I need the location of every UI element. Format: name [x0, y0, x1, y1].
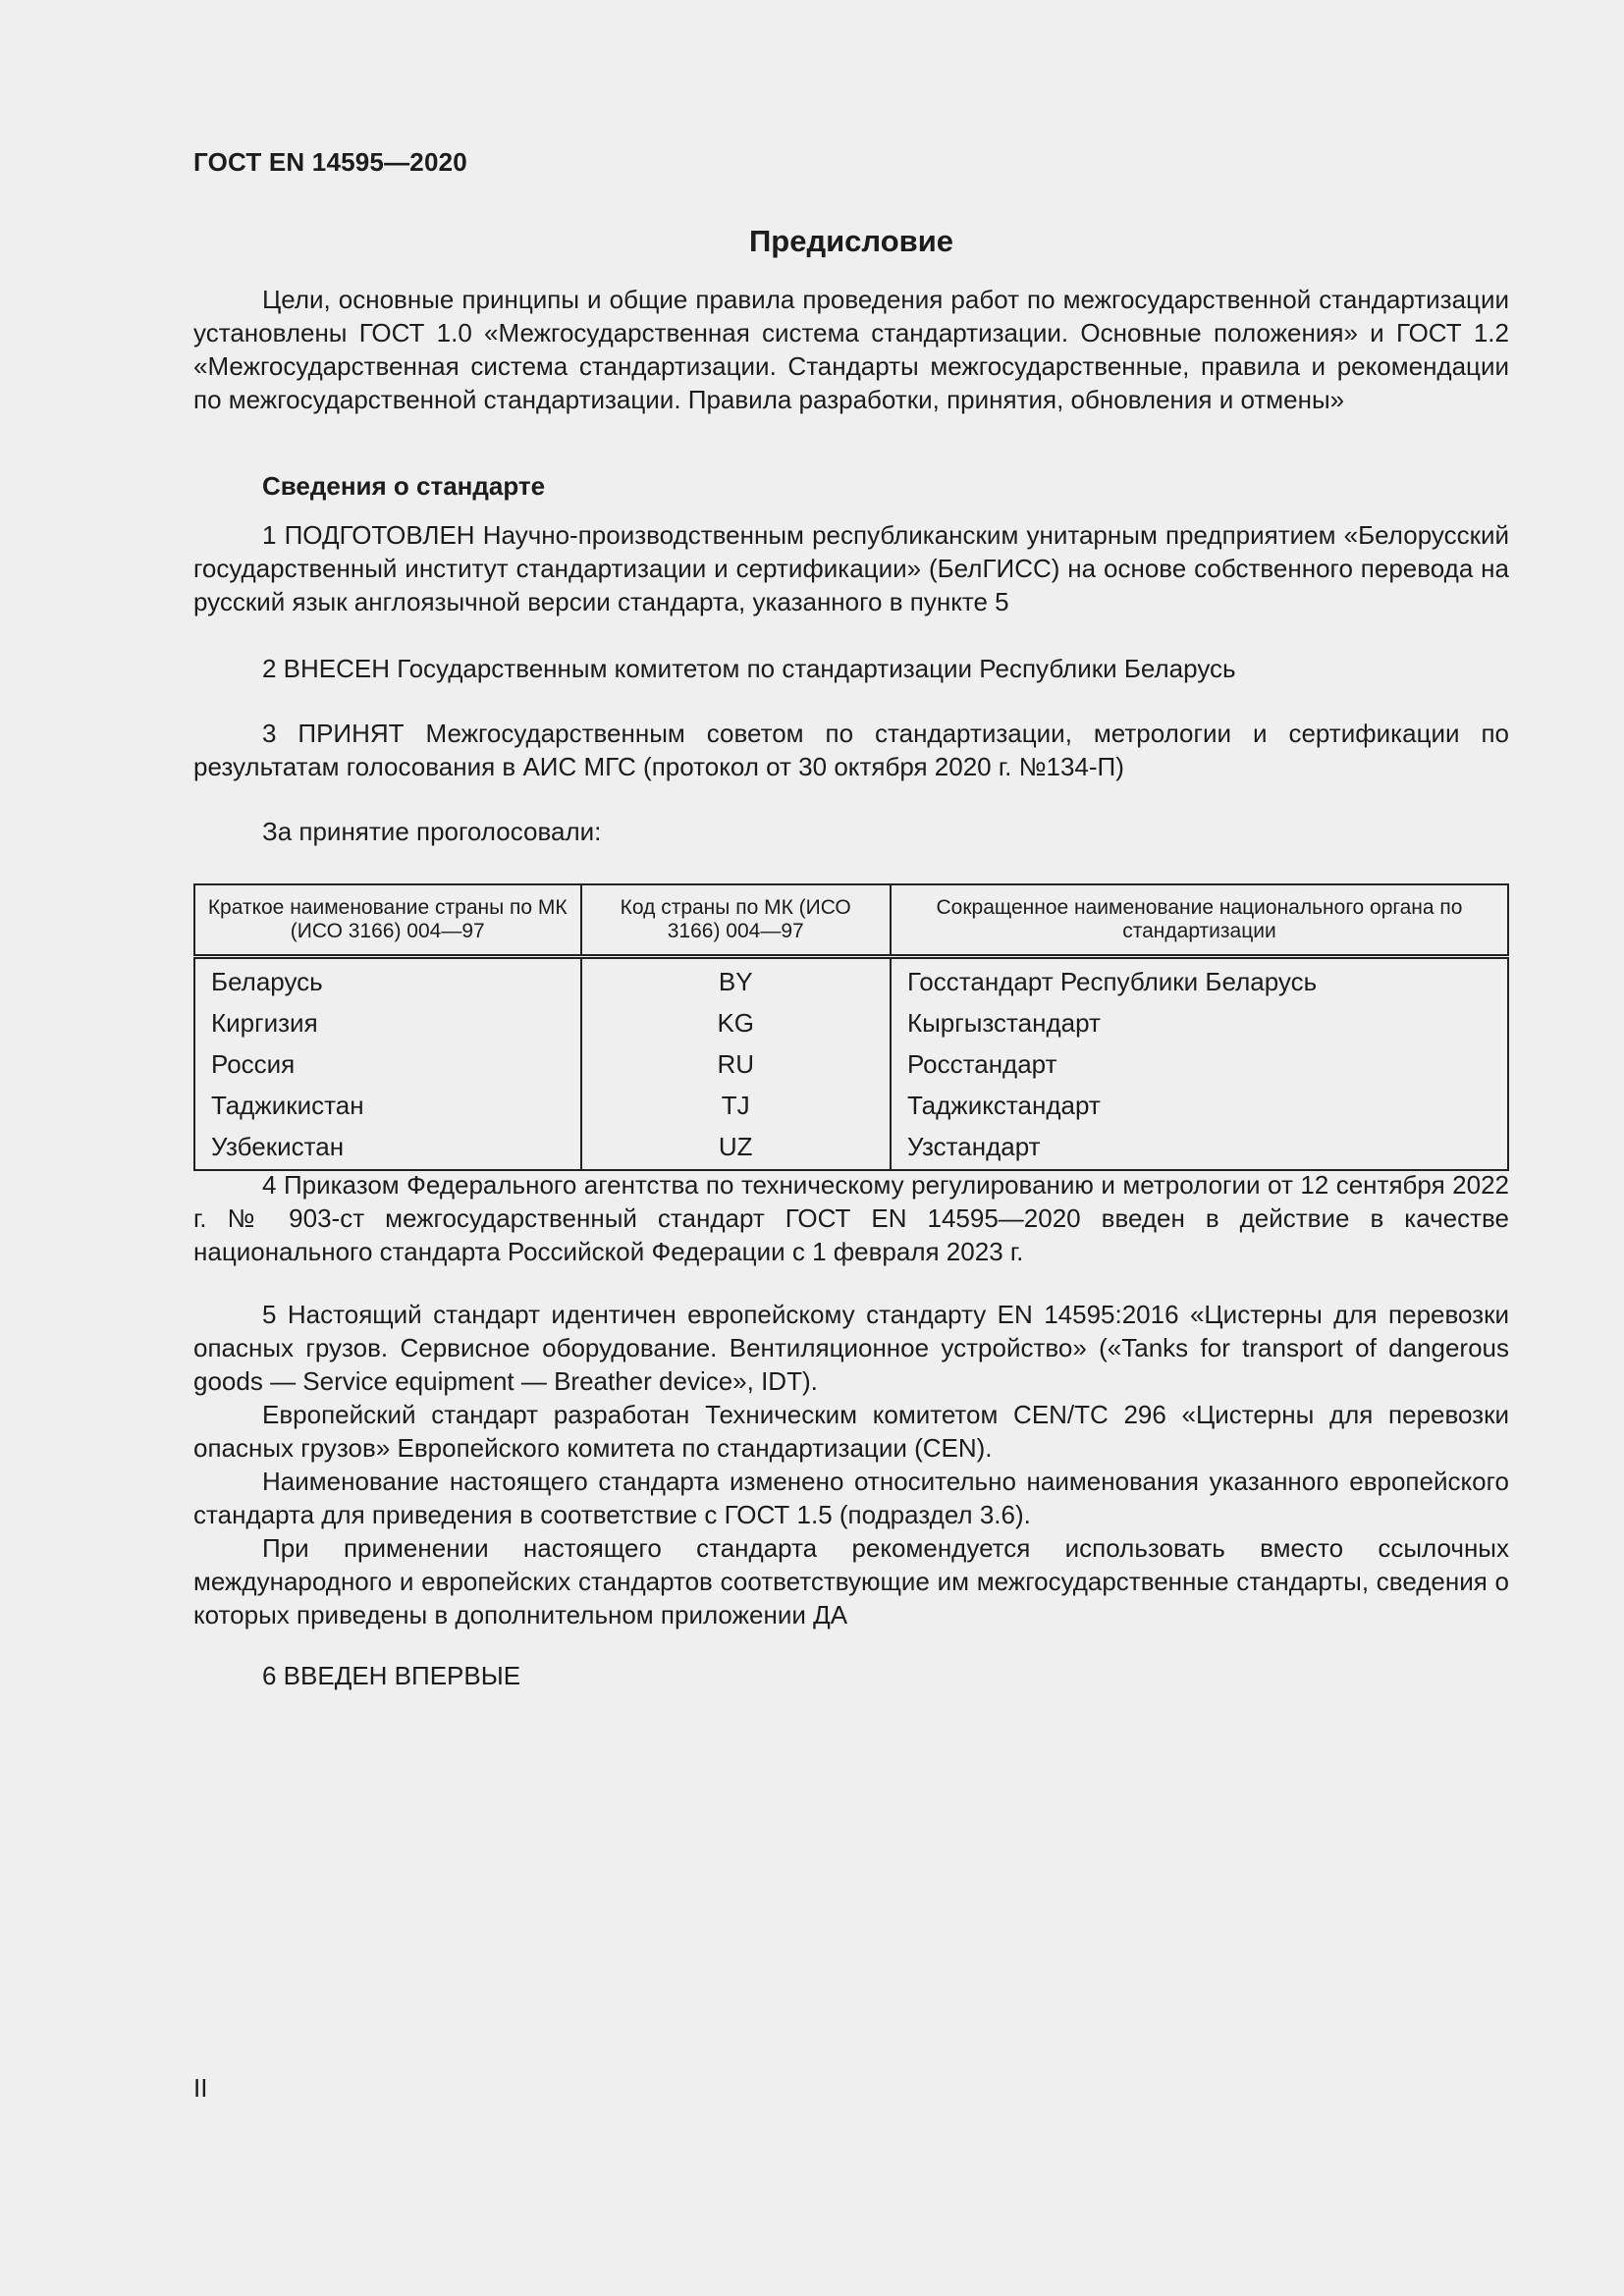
item-6-paragraph	[193, 1659, 1509, 1692]
document-id-header: ГОСТ EN 14595—2020	[193, 147, 467, 177]
table-row	[194, 1043, 1508, 1085]
table-row	[194, 1085, 1508, 1126]
item-4-text: 4 Приказом Федерального агентства по техническому регулированию и метрологии от 12 сентября 2022 г. № 903-ст межгосударственный стандарт ГОСТ EN 14595—2020 введен в действие в качестве национального стандарта Российской Федерации с 1 февраля 2023 г.	[193, 1170, 1509, 1266]
item-5-name-change-text: Наименование настоящего стандарта изменено относительно наименования указанного европейского стандарта для приведения в соответствие с ГОСТ 1.5 (подраздел 3.6).	[193, 1467, 1509, 1529]
body-cell: Госстандарт Республики Беларусь	[891, 957, 1508, 1003]
code-cell: RU	[581, 1043, 891, 1085]
item-5-section	[193, 1298, 1509, 1631]
item-4-paragraph	[193, 1168, 1509, 1268]
country-cell: Россия	[194, 1043, 581, 1085]
code-cell: UZ	[581, 1126, 891, 1170]
item-3-paragraph	[193, 717, 1509, 783]
code-cell: BY	[581, 957, 891, 1003]
intro-paragraph	[193, 283, 1509, 416]
table-row	[194, 957, 1508, 1003]
body-cell: Таджикстандарт	[891, 1085, 1508, 1126]
item-5-references-text: При применении настоящего стандарта рекомендуется использовать вместо ссылочных международного и европейских стандартов соответствующие им межгосударственные стандарты, сведения о которых приведены в дополнительном приложении ДА	[193, 1533, 1509, 1629]
item-2-paragraph	[193, 652, 1509, 685]
column-header-body: Сокращенное наименование национального органа по стандартизации	[891, 884, 1508, 957]
country-cell: Узбекистан	[194, 1126, 581, 1170]
item-5-committee-text: Европейский стандарт разработан Техническим комитетом CEN/TC 296 «Цистерны для перевозки опасных грузов» Европейского комитета по стандартизации (CEN).	[193, 1400, 1509, 1463]
code-cell: TJ	[581, 1085, 891, 1126]
body-cell: Росстандарт	[891, 1043, 1508, 1085]
column-header-country: Краткое наименование страны по МК (ИСО 3166) 004—97	[194, 884, 581, 957]
column-header-code: Код страны по МК (ИСО 3166) 004—97	[581, 884, 891, 957]
item-1-text: 1 ПОДГОТОВЛЕН Научно-производственным республиканским унитарным предприятием «Белорусский государственный институт стандартизации и сертификации» (БелГИСС) на основе собственного перевода на русский язык англоязычной версии стандарта, указанного в пункте 5	[193, 520, 1509, 616]
body-cell: Узстандарт	[891, 1126, 1508, 1170]
intro-text: Цели, основные принципы и общие правила проведения работ по межгосударственной стандартизации установлены ГОСТ 1.0 «Межгосударственная система стандартизации. Основные положения» и ГОСТ 1.2 «Межгосударственная система стандартизации. Стандарты межгосударственные, правила и рекомендации по межгосударственной стандартизации. Правила разработки, принятия, обновления и отмены»	[193, 285, 1509, 414]
table-header-row	[194, 884, 1508, 957]
country-cell: Беларусь	[194, 957, 581, 1003]
table-row	[194, 1002, 1508, 1043]
item-5-text: 5 Настоящий стандарт идентичен европейскому стандарту EN 14595:2016 «Цистерны для перевозки опасных грузов. Сервисное оборудование. Вентиляционное устройство» («Tanks for transport of dangerous goods — Service equipment — Breather device», IDT).	[193, 1300, 1509, 1396]
item-1-paragraph	[193, 518, 1509, 618]
body-cell: Кыргызстандарт	[891, 1002, 1508, 1043]
voting-countries-table	[193, 883, 1509, 1171]
code-cell: KG	[581, 1002, 891, 1043]
country-cell: Киргизия	[194, 1002, 581, 1043]
item-6-text: 6 ВВЕДЕН ВПЕРВЫЕ	[262, 1661, 521, 1690]
about-standard-heading: Сведения о стандарте	[262, 471, 546, 501]
vote-intro-paragraph	[193, 815, 1509, 848]
page-title: Предисловие	[748, 224, 953, 258]
table-row	[194, 1126, 1508, 1170]
country-cell: Таджикистан	[194, 1085, 581, 1126]
page-number: II	[193, 2073, 208, 2103]
item-2-text: 2 ВНЕСЕН Государственным комитетом по стандартизации Республики Беларусь	[262, 654, 1236, 683]
item-3-text: 3 ПРИНЯТ Межгосударственным советом по стандартизации, метрологии и сертификации по результатам голосования в АИС МГС (протокол от 30 октября 2020 г. №134-П)	[193, 719, 1509, 781]
vote-intro-text: За принятие проголосовали:	[262, 817, 602, 846]
